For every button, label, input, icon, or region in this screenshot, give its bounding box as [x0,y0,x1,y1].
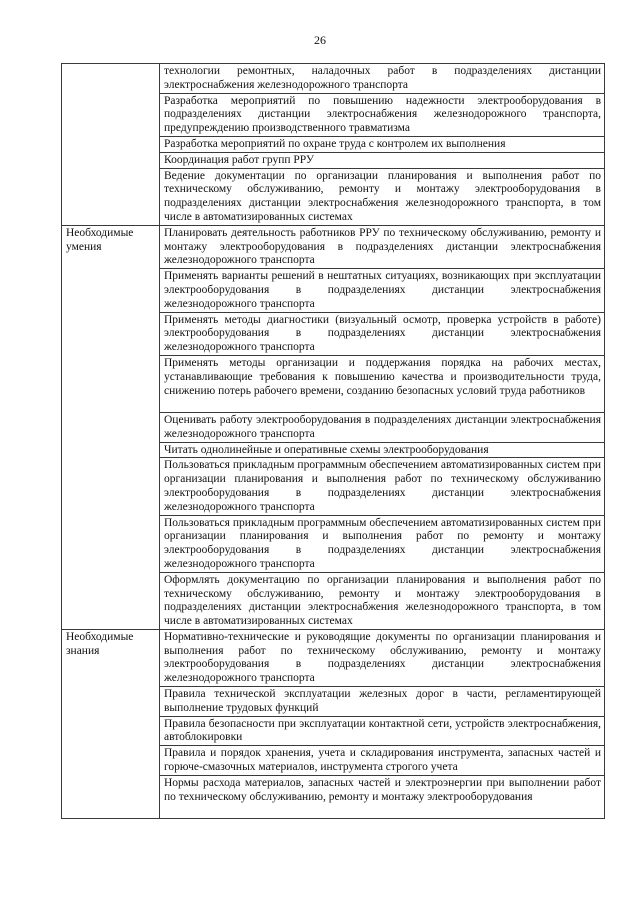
row-text: Ведение документации по организации планирования и выполнения работ по техническому обслуживанию, ремонту и монтажу электрооборудования в подразделениях дистанции электроснабжения железнодорожного транспорта, в том числе в автоматизированных системах [160,168,605,225]
row-text: Координация работ групп РРУ [160,152,605,168]
row-text: Пользоваться прикладным программным обеспечением автоматизированных систем при организации планирования и выполнения работ по ремонту и монтажу электрооборудования в подразделениях дистанции электроснабжения железнодорожного транспорта [160,515,605,572]
table-row [62,64,605,94]
row-text: технологии ремонтных, наладочных работ в подразделениях дистанции электроснабжения железнодорожного транспорта [160,64,605,94]
row-text: Нормативно-технические и руководящие документы по организации планирования и выполнения работ по техническому обслуживанию, ремонту и монтажу электрооборудования в подразделениях дистанции электроснабжения железнодорожного транспорта [160,629,605,686]
row-text: Читать однолинейные и оперативные схемы электрооборудования [160,442,605,458]
row-text: Планировать деятельность работников РРУ по техническому обслуживанию, ремонту и монтажу электрооборудования в подразделениях дистанции электроснабжения железнодорожного транспорта [160,225,605,268]
table-row [62,225,605,268]
row-label-skills: Необходимые умения [62,225,160,629]
competency-table [61,63,605,819]
row-label-cell [62,64,160,226]
row-text: Правила и порядок хранения, учета и складирования инструмента, запасных частей и горюче-смазочных материалов, инструмента строгого учета [160,746,605,776]
row-text: Правила технической эксплуатации железных дорог в части, регламентирующей выполнение трудовых функций [160,687,605,717]
page-number: 26 [314,33,326,47]
row-text: Правила безопасности при эксплуатации контактной сети, устройств электроснабжения, автоблокировки [160,716,605,746]
row-text: Применять методы организации и поддержания порядка на рабочих местах, устанавливающие требования к повышению качества и производительности труда, снижению потерь рабочего времени, созданию безопасных условий труда работников [160,355,605,412]
row-text: Нормы расхода материалов, запасных частей и электроэнергии при выполнении работ по техническому обслуживанию, ремонту и монтажу электрооборудования [160,775,605,818]
row-text: Пользоваться прикладным программным обеспечением автоматизированных систем при организации планирования и выполнения работ по техническому обслуживанию электрооборудования в подразделениях дистанции электроснабжения железнодорожного транспорта [160,458,605,515]
row-text: Оценивать работу электрооборудования в подразделениях дистанции электроснабжения железнодорожного транспорта [160,412,605,442]
row-text: Применять методы диагностики (визуальный осмотр, проверка устройств в работе) электрооборудования в подразделениях дистанции электроснабжения железнодорожного транспорта [160,312,605,355]
row-text: Разработка мероприятий по повышению надежности электрооборудования в подразделениях дистанции электроснабжения железнодорожного транспорта, предупреждению производственного травматизма [160,93,605,136]
row-label-knowledge: Необходимые знания [62,629,160,818]
row-text: Применять варианты решений в нештатных ситуациях, возникающих при эксплуатации электрооборудования в подразделениях дистанции электроснабжения железнодорожного транспорта [160,269,605,312]
row-text: Оформлять документацию по организации планирования и выполнения работ по техническому обслуживанию, ремонту и монтажу электрооборудования в подразделениях дистанции электроснабжения железнодорожного транспорта, в том числе в автоматизированных системах [160,572,605,629]
table-row [62,629,605,686]
row-text: Разработка мероприятий по охране труда с контролем их выполнения [160,136,605,152]
